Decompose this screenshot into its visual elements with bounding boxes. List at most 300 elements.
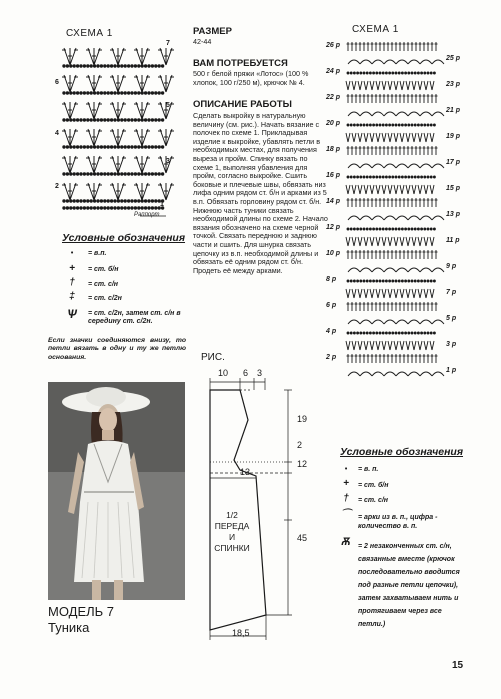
row-number: 3 — [166, 158, 170, 165]
chart-stroke — [348, 81, 350, 90]
chart-stroke — [400, 81, 402, 90]
chain-dot — [131, 119, 133, 121]
chart-stroke — [424, 341, 426, 350]
chain-dot — [117, 146, 119, 148]
chain-dot — [433, 228, 435, 230]
chart-stroke — [376, 81, 378, 90]
chain-dot — [417, 280, 419, 282]
chain-dot — [373, 280, 375, 282]
chain-dot — [151, 146, 153, 148]
chain-dot — [138, 92, 140, 94]
chain-dot — [401, 124, 403, 126]
chain-dot — [158, 173, 160, 175]
row-label-left: 22 р — [326, 94, 341, 101]
chain-dot — [411, 332, 413, 334]
chain-arch — [432, 164, 444, 168]
left-schema-title: СХЕМА 1 — [66, 28, 113, 39]
chain-dot — [127, 207, 129, 209]
chain-dot — [114, 119, 116, 121]
chart-stroke — [394, 133, 396, 142]
row-label-right: 7 р — [446, 289, 457, 296]
chart-stroke — [354, 237, 356, 246]
dim-right-1: 19 — [297, 414, 308, 424]
chain-dot — [398, 280, 400, 282]
chain-dot — [350, 280, 352, 282]
chart-stroke — [432, 341, 434, 350]
chart-stroke — [406, 133, 408, 142]
chart-stroke — [426, 81, 428, 90]
chain-dot — [90, 173, 92, 175]
chain-dot — [73, 173, 75, 175]
chain-dot — [369, 176, 371, 178]
chain-arch — [372, 112, 384, 116]
chain-dot — [93, 173, 95, 175]
chain-dot — [83, 146, 85, 148]
chain-dot — [408, 124, 410, 126]
chain-dot — [138, 207, 140, 209]
chain-dot — [114, 65, 116, 67]
chain-dot — [107, 200, 109, 202]
chain-dot — [76, 200, 78, 202]
chain-dot — [395, 280, 397, 282]
chain-arch — [396, 164, 408, 168]
chain-dot — [148, 200, 150, 202]
chart-stroke — [390, 185, 392, 194]
chain-dot — [144, 146, 146, 148]
chart-stroke — [408, 237, 410, 246]
chain-dot — [121, 146, 123, 148]
chain-arch — [420, 320, 432, 324]
chart-stroke — [372, 185, 374, 194]
chain-dot — [107, 207, 109, 209]
chain-dot — [70, 119, 72, 121]
chain-dot — [347, 280, 349, 282]
chart-stroke — [366, 289, 368, 298]
chart-stroke — [366, 341, 368, 350]
chain-dot — [424, 72, 426, 74]
chain-dot — [97, 146, 99, 148]
chain-dot — [366, 72, 368, 74]
chart-stroke — [364, 237, 366, 246]
chain-dot — [363, 332, 365, 334]
chain-arch — [408, 320, 420, 324]
chain-dot — [389, 72, 391, 74]
chain-dot — [138, 200, 140, 202]
chart-stroke — [402, 237, 404, 246]
row-number: 1 — [160, 201, 164, 208]
chain-dot — [424, 332, 426, 334]
chart-stroke — [352, 81, 354, 90]
chart-stroke — [400, 341, 402, 350]
row-label-right: 13 р — [446, 211, 461, 218]
chain-dot — [389, 280, 391, 282]
chart-stroke — [366, 81, 368, 90]
chain-dot — [430, 228, 432, 230]
materials-heading: ВАМ ПОТРЕБУЕТСЯ — [193, 58, 288, 69]
chain-dot — [430, 332, 432, 334]
chain-dot — [357, 124, 359, 126]
chain-dot — [73, 92, 75, 94]
chain-dot — [114, 92, 116, 94]
chain-dot — [421, 280, 423, 282]
chart-stroke — [414, 341, 416, 350]
chain-dot — [155, 207, 157, 209]
chain-dot — [417, 176, 419, 178]
right-schema-title: СХЕМА 1 — [352, 24, 399, 35]
chart-stroke — [408, 289, 410, 298]
chain-dot — [379, 72, 381, 74]
chart-stroke — [418, 341, 420, 350]
chart-stroke — [420, 81, 422, 90]
chart-stroke — [432, 289, 434, 298]
chain-dot — [144, 200, 146, 202]
chain-dot — [151, 119, 153, 121]
chain-dot — [379, 280, 381, 282]
chain-arch — [348, 112, 360, 116]
chart-stroke — [396, 289, 398, 298]
model-subtitle: Туника — [48, 620, 90, 635]
chart-stroke — [364, 341, 366, 350]
chain-dot — [155, 146, 157, 148]
chain-arch — [432, 60, 444, 64]
chart-stroke — [358, 237, 360, 246]
chain-dot — [131, 207, 133, 209]
chain-dot — [134, 200, 136, 202]
chain-dot — [350, 176, 352, 178]
row-label-left: 8 р — [326, 276, 337, 283]
chart-stroke — [418, 133, 420, 142]
chart-stroke — [352, 237, 354, 246]
dim-mid-width: 13 — [240, 467, 251, 477]
chart-stroke — [430, 81, 432, 90]
chain-dot — [110, 207, 112, 209]
legend-symbol-cluster-icon: Ѱ — [67, 307, 77, 321]
chart-stroke — [384, 289, 386, 298]
chart-stroke — [406, 341, 408, 350]
chain-dot — [110, 119, 112, 121]
left-legend-title: Условные обозначения — [62, 232, 186, 244]
chart-stroke — [358, 81, 360, 90]
chain-dot — [63, 65, 65, 67]
chain-dot — [73, 200, 75, 202]
chain-dot — [398, 332, 400, 334]
chain-dot — [363, 176, 365, 178]
row-label-left: 10 р — [326, 250, 341, 257]
chart-stroke — [364, 133, 366, 142]
chain-dot — [366, 176, 368, 178]
legend-text: = ст. с/2н, затем ст. с/н в середину ст. с/2н. — [88, 310, 181, 325]
chain-dot — [110, 146, 112, 148]
chain-dot — [373, 124, 375, 126]
chart-stroke — [382, 341, 384, 350]
chain-dot — [405, 124, 407, 126]
chart-stroke — [408, 341, 410, 350]
chain-dot — [421, 332, 423, 334]
chain-dot — [148, 119, 150, 121]
chain-dot — [414, 72, 416, 74]
chart-stroke — [376, 341, 378, 350]
chain-dot — [382, 332, 384, 334]
chain-dot — [141, 146, 143, 148]
chain-arch — [420, 372, 432, 376]
chart-stroke — [346, 289, 348, 298]
chain-dot — [90, 65, 92, 67]
chain-dot — [350, 332, 352, 334]
chart-stroke — [426, 133, 428, 142]
chain-dot — [385, 280, 387, 282]
chain-arch — [360, 164, 372, 168]
chain-dot — [104, 119, 106, 121]
chain-dot — [66, 65, 68, 67]
chain-arch — [360, 268, 372, 272]
row-label-right: 25 р — [446, 55, 461, 62]
chart-stroke — [420, 289, 422, 298]
chain-dot — [414, 176, 416, 178]
chain-dot — [161, 146, 163, 148]
chain-arch — [432, 320, 444, 324]
chain-arch — [420, 216, 432, 220]
chart-stroke — [384, 81, 386, 90]
chain-dot — [93, 65, 95, 67]
chain-dot — [104, 92, 106, 94]
chain-dot — [90, 207, 92, 209]
chain-dot — [385, 72, 387, 74]
chain-arch — [384, 268, 396, 272]
chain-dot — [414, 228, 416, 230]
legend-text: = ст. с/н — [358, 497, 389, 504]
chart-stroke — [424, 289, 426, 298]
chart-stroke — [426, 237, 428, 246]
row-label-left: 12 р — [326, 224, 341, 231]
chain-dot — [114, 200, 116, 202]
chart-stroke — [390, 237, 392, 246]
chain-arch — [372, 164, 384, 168]
chain-dot — [138, 65, 140, 67]
chart-stroke — [418, 185, 420, 194]
chain-dot — [83, 92, 85, 94]
chain-dot — [405, 72, 407, 74]
chain-dot — [363, 72, 365, 74]
chart-stroke — [390, 133, 392, 142]
model-title: МОДЕЛЬ 7 — [48, 604, 115, 619]
chain-arch — [396, 372, 408, 376]
chain-dot — [433, 72, 435, 74]
chain-dot — [121, 173, 123, 175]
chain-dot — [360, 176, 362, 178]
chart-stroke — [400, 133, 402, 142]
chain-dot — [357, 176, 359, 178]
chain-dot — [392, 332, 394, 334]
chart-stroke — [382, 81, 384, 90]
chain-dot — [411, 72, 413, 74]
chain-dot — [144, 207, 146, 209]
chain-dot — [161, 119, 163, 121]
chart-stroke — [372, 289, 374, 298]
chart-stroke — [354, 289, 356, 298]
chain-arch — [348, 164, 360, 168]
chart-stroke — [346, 133, 348, 142]
row-label-left: 4 р — [326, 328, 337, 335]
chain-dot — [417, 124, 419, 126]
chain-dot — [392, 124, 394, 126]
chart-stroke — [358, 133, 360, 142]
chart-stroke — [426, 341, 428, 350]
chain-dot — [93, 207, 95, 209]
chain-dot — [124, 146, 126, 148]
chain-dot — [350, 228, 352, 230]
legend-symbol-dc-icon: † — [69, 277, 75, 288]
chain-dot — [148, 92, 150, 94]
chart-stroke — [360, 185, 362, 194]
chain-dot — [363, 124, 365, 126]
chain-dot — [430, 124, 432, 126]
chain-dot — [379, 176, 381, 178]
chain-arch — [396, 216, 408, 220]
chart-stroke — [384, 237, 386, 246]
chart-stroke — [348, 185, 350, 194]
chart-stroke — [358, 289, 360, 298]
chain-dot — [385, 332, 387, 334]
chain-dot — [97, 200, 99, 202]
chain-arch — [348, 216, 360, 220]
row-number: 7 — [166, 40, 170, 47]
chart-stroke — [394, 185, 396, 194]
chain-dot — [405, 332, 407, 334]
chart-stroke — [348, 289, 350, 298]
chart-stroke — [352, 133, 354, 142]
chain-dot — [427, 332, 429, 334]
chain-dot — [385, 176, 387, 178]
chain-dot — [408, 228, 410, 230]
chain-dot — [382, 72, 384, 74]
chart-stroke — [372, 341, 374, 350]
chart-stroke — [414, 133, 416, 142]
chain-arch — [348, 60, 360, 64]
chain-dot — [134, 92, 136, 94]
chain-dot — [100, 200, 102, 202]
chain-dot — [117, 207, 119, 209]
chain-dot — [408, 280, 410, 282]
chart-stroke — [402, 289, 404, 298]
row-number: 5 — [166, 102, 170, 109]
chart-stroke — [364, 185, 366, 194]
chain-dot — [411, 176, 413, 178]
chain-dot — [117, 200, 119, 202]
chart-stroke — [402, 341, 404, 350]
chain-dot — [357, 280, 359, 282]
chart-stroke — [376, 133, 378, 142]
chart-stroke — [406, 237, 408, 246]
chain-dot — [97, 173, 99, 175]
chart-stroke — [430, 289, 432, 298]
chart-stroke — [354, 341, 356, 350]
chart-stroke — [390, 341, 392, 350]
chain-dot — [131, 65, 133, 67]
chart-stroke — [360, 237, 362, 246]
chart-stroke — [388, 341, 390, 350]
chain-dot — [148, 65, 150, 67]
chain-dot — [76, 65, 78, 67]
row-label-right: 23 р — [446, 81, 461, 88]
piece-label-line: И — [228, 532, 236, 542]
chain-dot — [405, 228, 407, 230]
chart-stroke — [348, 237, 350, 246]
chain-dot — [73, 65, 75, 67]
chain-arch — [408, 216, 420, 220]
chart-stroke — [432, 133, 434, 142]
chain-dot — [350, 124, 352, 126]
chain-dot — [421, 72, 423, 74]
description-body: Сделать выкройку в натуральную величину (см. рис.). Начать вязание с полочек по схеме 1. Прикладывая изделие к выкройке, убавлять петли в необходимых местах, для получения выреза и пройм. Спинку вязать по схеме 1, выполняя убавления для пройм, согласно выкройке. Сшить боковые и плечевые швы, обвязать низ лифа одним рядом ст. б/н и арками из 5 в.п. Обвязать горловину рядом ст. б/н. Нижнюю часть туники связать необходимой длины по схеме 2. Начало вязания обозначено на схеме черной точкой. Связать переднюю и заднюю части и сшить. Для шнурка связать цепочку из в.п. необходимой длины и обвязать её одним рядом ст. б/н. Продеть её между арками. — [193, 111, 328, 275]
chart-stroke — [378, 341, 380, 350]
chart-stroke — [426, 185, 428, 194]
chain-dot — [141, 200, 143, 202]
chain-dot — [131, 146, 133, 148]
chain-dot — [93, 92, 95, 94]
chain-dot — [134, 146, 136, 148]
chain-dot — [144, 173, 146, 175]
chart-stroke — [360, 289, 362, 298]
chain-arch — [396, 268, 408, 272]
chain-dot — [389, 228, 391, 230]
chain-dot — [107, 92, 109, 94]
chart-stroke — [378, 237, 380, 246]
chain-dot — [63, 200, 65, 202]
chain-dot — [80, 146, 82, 148]
chart-stroke — [408, 81, 410, 90]
chain-dot — [127, 200, 129, 202]
chain-dot — [121, 207, 123, 209]
chain-dot — [148, 207, 150, 209]
chain-dot — [379, 124, 381, 126]
chain-dot — [430, 280, 432, 282]
row-label-left: 20 р — [326, 120, 341, 127]
chart-stroke — [378, 81, 380, 90]
chain-dot — [104, 65, 106, 67]
legend-text: = ст. б/н — [358, 482, 389, 489]
row-label-right: 15 р — [446, 185, 461, 192]
chart-stroke — [360, 81, 362, 90]
chain-dot — [369, 124, 371, 126]
chart-stroke — [424, 237, 426, 246]
chain-dot — [144, 92, 146, 94]
chart-stroke — [346, 341, 348, 350]
chain-arch — [432, 372, 444, 376]
chain-arch — [384, 216, 396, 220]
chain-dot — [347, 332, 349, 334]
row-number: 6 — [55, 79, 59, 86]
chain-dot — [373, 176, 375, 178]
chart-stroke — [366, 185, 368, 194]
chain-dot — [131, 173, 133, 175]
dim-top-1: 10 — [218, 368, 229, 378]
chain-dot — [357, 72, 359, 74]
chart-stroke — [352, 289, 354, 298]
chain-dot — [121, 92, 123, 94]
legend-symbol-sc-icon: + — [343, 478, 349, 489]
legend-symbol-chain-icon: • — [344, 466, 348, 473]
chart-stroke — [370, 341, 372, 350]
legend-text: = в.п. — [88, 250, 107, 257]
chain-dot — [100, 173, 102, 175]
chart-stroke — [346, 81, 348, 90]
chain-arch — [396, 112, 408, 116]
chain-dot — [148, 173, 150, 175]
chain-dot — [408, 72, 410, 74]
chain-dot — [155, 65, 157, 67]
chain-dot — [70, 200, 72, 202]
chain-dot — [379, 228, 381, 230]
